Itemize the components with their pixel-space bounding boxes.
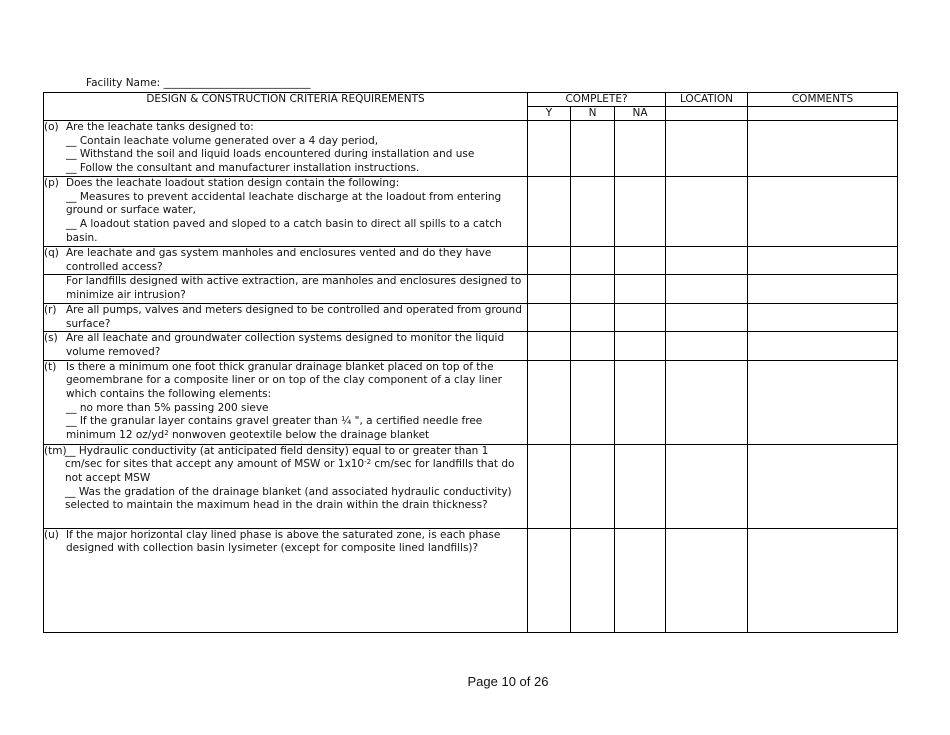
na-cell[interactable] — [615, 360, 666, 444]
location-subheader — [666, 107, 748, 121]
criteria-row-r — [44, 303, 898, 331]
comments-cell[interactable] — [748, 444, 898, 528]
option-o-2[interactable]: __ Withstand the soil and liquid loads encountered during installation and use — [66, 148, 475, 161]
question-p — [44, 177, 528, 247]
na-cell[interactable] — [615, 332, 666, 360]
option-o-1[interactable]: __ Contain leachate volume generated over a 4 day period, — [66, 134, 379, 147]
no-cell[interactable] — [571, 177, 615, 247]
criteria-checklist-table — [43, 92, 898, 633]
location-cell[interactable] — [666, 444, 748, 528]
question-o — [44, 121, 528, 177]
item-label-p: (p) — [44, 177, 59, 189]
item-label-o: (o) — [44, 121, 59, 133]
comments-cell[interactable] — [748, 332, 898, 360]
question-r — [44, 303, 528, 331]
no-cell[interactable] — [571, 303, 615, 331]
na-cell[interactable] — [615, 444, 666, 528]
na-cell[interactable] — [615, 177, 666, 247]
criteria-row-q — [44, 247, 898, 275]
option-tm-1[interactable]: __ Hydraulic conductivity (at anticipated field density) equal to or greater than 1 cm/sec for sites that accept any amount of MSW or $1x10^{-2}$ cm/sec for landfills that do not accept MSW — [65, 444, 515, 485]
no-cell[interactable] — [571, 275, 615, 303]
item-label-r: (r) — [44, 303, 57, 316]
yes-cell[interactable] — [528, 275, 571, 303]
criteria-row-p — [44, 177, 898, 247]
location-cell[interactable] — [666, 303, 748, 331]
na-cell[interactable] — [615, 528, 666, 632]
item-label-u: (u) — [44, 528, 59, 541]
comments-header: COMMENTS — [748, 93, 898, 107]
question-t — [44, 360, 528, 444]
location-header: LOCATION — [666, 93, 748, 107]
yes-header: Y — [528, 107, 571, 121]
no-cell[interactable] — [571, 332, 615, 360]
yes-cell[interactable] — [528, 444, 571, 528]
option-t-2[interactable]: __ If the granular layer contains gravel greater than ¼ ", a certified needle free minimum 12 $oz/yd^2$ nonwoven geotextile below the drainage blanket — [66, 415, 483, 442]
criteria-row-q-2 — [44, 275, 898, 303]
location-cell[interactable] — [666, 528, 748, 632]
question-text-p: Does the leachate loadout station design contain the following: — [66, 177, 400, 189]
no-cell[interactable] — [571, 121, 615, 177]
yes-cell[interactable] — [528, 360, 571, 444]
option-t-1[interactable]: __ no more than 5% passing 200 sieve — [66, 401, 269, 414]
question-tm — [44, 444, 528, 528]
question-text-o: Are the leachate tanks designed to: — [66, 121, 254, 133]
no-cell[interactable] — [571, 528, 615, 632]
question-u — [44, 528, 528, 632]
question-text-u: If the major horizontal clay lined phase is above the saturated zone, is each phase designed with collection basin lysimeter (except for composite lined landfills)? — [66, 528, 501, 555]
na-cell[interactable] — [615, 275, 666, 303]
page-number: Page 10 of 26 — [467, 674, 549, 689]
facility-name-line — [86, 77, 311, 89]
comments-cell[interactable] — [748, 303, 898, 331]
no-header: N — [571, 107, 615, 121]
option-p-1[interactable]: __ Measures to prevent accidental leachate discharge at the loadout from entering ground or surface water, — [66, 190, 502, 217]
question-q-2 — [44, 275, 528, 303]
comments-cell[interactable] — [748, 177, 898, 247]
location-cell[interactable] — [666, 275, 748, 303]
yes-cell[interactable] — [528, 528, 571, 632]
facility-name-field[interactable]: ____________________________ — [163, 77, 311, 89]
question-text-t: Is there a minimum one foot thick granular drainage blanket placed on top of the geomembrane for a composite liner or on top of the clay component of a clay liner which contains the following elements: — [66, 360, 502, 401]
requirements-header: DESIGN & CONSTRUCTION CRITERIA REQUIREMENTS — [44, 93, 528, 121]
comments-cell[interactable] — [748, 121, 898, 177]
yes-cell[interactable] — [528, 247, 571, 275]
header-row — [44, 93, 898, 107]
yes-cell[interactable] — [528, 177, 571, 247]
facility-name-label: Facility Name: — [86, 77, 161, 89]
item-label-q: (q) — [44, 247, 59, 259]
yes-cell[interactable] — [528, 303, 571, 331]
na-cell[interactable] — [615, 121, 666, 177]
criteria-row-o — [44, 121, 898, 177]
comments-cell[interactable] — [748, 360, 898, 444]
location-cell[interactable] — [666, 177, 748, 247]
no-cell[interactable] — [571, 444, 615, 528]
yes-cell[interactable] — [528, 121, 571, 177]
item-label-tm: (tm) — [44, 444, 67, 457]
na-header: NA — [615, 107, 666, 121]
na-cell[interactable] — [615, 303, 666, 331]
criteria-row-t — [44, 360, 898, 444]
complete-header: COMPLETE? — [528, 93, 666, 107]
criteria-row-s — [44, 332, 898, 360]
criteria-row-u — [44, 528, 898, 632]
question-text-r: Are all pumps, valves and meters designed to be controlled and operated from ground surface? — [66, 303, 522, 330]
question-text-s: Are all leachate and groundwater collection systems designed to monitor the liquid volume removed? — [66, 332, 505, 358]
comments-cell[interactable] — [748, 247, 898, 275]
option-p-2[interactable]: __ A loadout station paved and sloped to a catch basin to direct all spills to a catch basin. — [66, 218, 502, 244]
item-label-s: (s) — [44, 332, 58, 345]
criteria-row-tm — [44, 444, 898, 528]
question-text-q: Are leachate and gas system manholes and enclosures vented and do they have controlled access? — [66, 247, 492, 273]
option-o-3[interactable]: __ Follow the consultant and manufacturer installation instructions. — [66, 162, 420, 175]
no-cell[interactable] — [571, 360, 615, 444]
location-cell[interactable] — [666, 247, 748, 275]
location-cell[interactable] — [666, 332, 748, 360]
location-cell[interactable] — [666, 360, 748, 444]
comments-cell[interactable] — [748, 275, 898, 303]
na-cell[interactable] — [615, 247, 666, 275]
no-cell[interactable] — [571, 247, 615, 275]
yes-cell[interactable] — [528, 332, 571, 360]
item-label-t: (t) — [44, 360, 57, 373]
question-text-q-2: For landfills designed with active extraction, are manholes and enclosures designed to minimize air intrusion? — [66, 275, 522, 302]
option-tm-2[interactable]: __ Was the gradation of the drainage blanket (and associated hydraulic conductivity) selected to maintain the maximum head in the drain within the drain thickness? — [65, 485, 512, 512]
comments-subheader — [748, 107, 898, 121]
question-q — [44, 247, 528, 275]
question-s — [44, 332, 528, 360]
comments-cell[interactable] — [748, 528, 898, 632]
location-cell[interactable] — [666, 121, 748, 177]
